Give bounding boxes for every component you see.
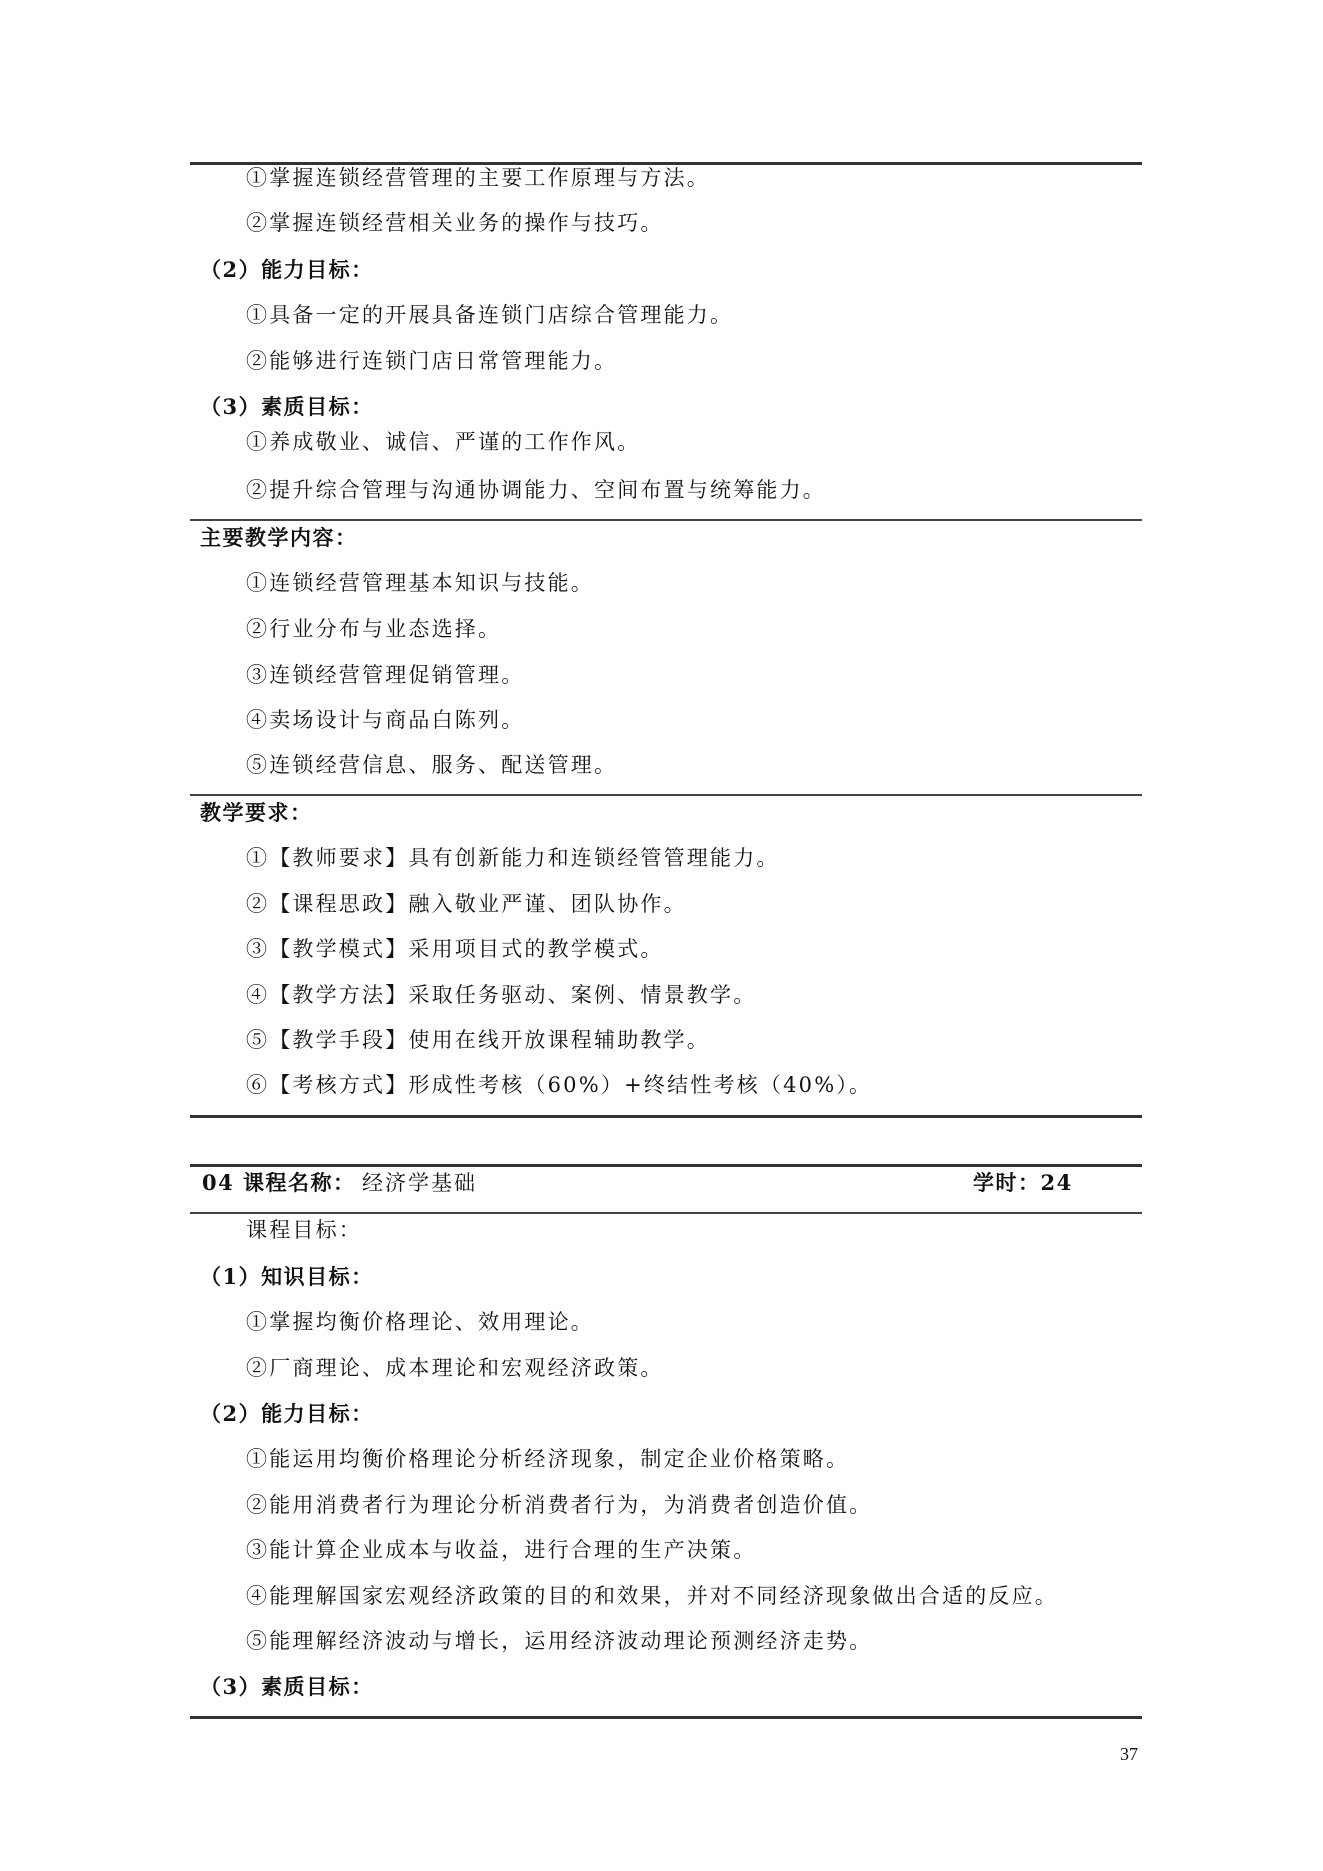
course-name: 经济学基础: [362, 1171, 477, 1195]
ability-heading: （2）能力目标：: [200, 1401, 374, 1426]
content-item: ④卖场设计与商品白陈列。: [246, 708, 525, 732]
table-bottom-border: [190, 1115, 1142, 1118]
ability-item: ②能用消费者行为理论分析消费者行为，为消费者创造价值。: [246, 1493, 873, 1517]
knowledge-item: ②掌握连锁经营相关业务的操作与技巧。: [246, 211, 664, 235]
content-item: ③连锁经营管理促销管理。: [246, 663, 525, 687]
ability-item: ①具备一定的开展具备连锁门店综合管理能力。: [246, 303, 734, 327]
page-number: 37: [1120, 1744, 1138, 1764]
table-top-border: [190, 1164, 1142, 1167]
content-heading: 主要教学内容：: [200, 525, 358, 550]
quality-heading: （3）素质目标：: [200, 1674, 374, 1699]
knowledge-item: ②厂商理论、成本理论和宏观经济政策。: [246, 1356, 664, 1380]
requirement-item: ④【教学方法】采取任务驱动、案例、情景教学。: [246, 983, 757, 1007]
ability-item: ③能计算企业成本与收益，进行合理的生产决策。: [246, 1538, 757, 1562]
content-item: ①连锁经营管理基本知识与技能。: [246, 571, 594, 595]
row-divider: [190, 519, 1142, 521]
course-label: 04 课程名称：: [202, 1170, 356, 1195]
ability-item: ⑤能理解经济波动与增长，运用经济波动理论预测经济走势。: [246, 1629, 873, 1653]
content-item: ⑤连锁经营信息、服务、配送管理。: [246, 753, 618, 777]
row-divider: [190, 1212, 1142, 1214]
requirement-item: ⑤【教学手段】使用在线开放课程辅助教学。: [246, 1028, 710, 1052]
quality-item: ②提升综合管理与沟通协调能力、空间布置与统筹能力。: [246, 478, 826, 502]
requirements-heading: 教学要求：: [200, 800, 313, 825]
ability-item: ④能理解国家宏观经济政策的目的和效果，并对不同经济现象做出合适的反应。: [246, 1584, 1058, 1608]
ability-heading: （2）能力目标：: [200, 257, 374, 282]
quality-item: ①养成敬业、诚信、严谨的工作作风。: [246, 430, 641, 454]
requirement-item: ③【教学模式】采用项目式的教学模式。: [246, 937, 664, 961]
ability-item: ②能够进行连锁门店日常管理能力。: [246, 349, 618, 373]
goals-label: 课程目标：: [246, 1218, 362, 1242]
table-bottom-border: [190, 1716, 1142, 1719]
requirement-item: ②【课程思政】融入敬业严谨、团队协作。: [246, 892, 687, 916]
requirement-item: ①【教师要求】具有创新能力和连锁经管管理能力。: [246, 846, 780, 870]
ability-item: ①能运用均衡价格理论分析经济现象，制定企业价格策略。: [246, 1447, 850, 1471]
requirement-item: ⑥【考核方式】形成性考核（60%）+终结性考核（40%）。: [246, 1073, 873, 1097]
quality-heading: （3）素质目标：: [200, 394, 374, 419]
knowledge-item: ①掌握均衡价格理论、效用理论。: [246, 1310, 594, 1334]
course-hours: 学时：24: [973, 1170, 1073, 1195]
content-item: ②行业分布与业态选择。: [246, 617, 502, 641]
knowledge-item: ①掌握连锁经营管理的主要工作原理与方法。: [246, 166, 710, 190]
row-divider: [190, 794, 1142, 796]
knowledge-heading: （1）知识目标：: [200, 1264, 374, 1289]
